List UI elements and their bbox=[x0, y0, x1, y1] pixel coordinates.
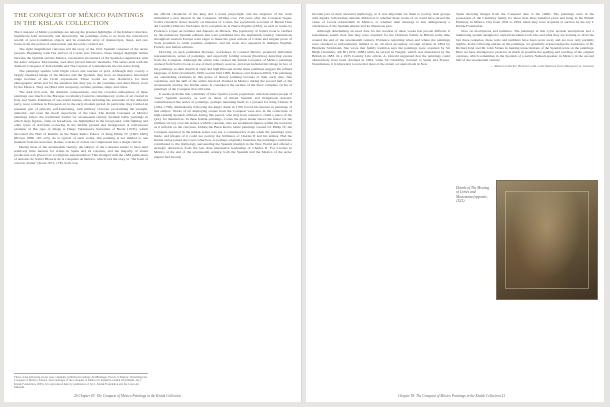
painting-frame bbox=[505, 191, 589, 289]
text-column-4 bbox=[456, 12, 594, 152]
paragraph: The eight magnificent canvases tell the story of the 1521 Spanish conquest of the Aztec peoples. Beginning with The Arrival of Cortés into Tabasco, these images highlight battles between the Spanish and the Mexica, ceremonial encounters of the Spanish conquistador with the Aztec emperor Moctezuma, and other pivotal historic moments. The series ends with the dramatic Conquest of Tenochtitlán and The Capture of Guatemotzin, the last Aztec King. bbox=[14, 47, 148, 68]
paragraph: The Conquest of México paintings are among the greatest highlights of the Kislak Collection. Significant both artistically and historically, the paintings come to us from the collection's wealth of post-Columbian objects and its extensive array of manuscripts, maps, and rare books from the period of exploration and the early colonial era. bbox=[14, 30, 148, 47]
attribution: — Rebecca Parker Brienen with contributions from Margaret A. Jackson bbox=[490, 64, 594, 69]
text-column-2 bbox=[154, 12, 292, 369]
running-footer: Chapter Ill: The Conquest of México Paintings in the Kislak Collection bbox=[78, 394, 182, 398]
text-column-1 bbox=[14, 30, 148, 369]
paragraph: Although determining an exact date for the creation of these works has proven difficult, it nonetheless seems clear that they were acquired for the Christian family in Britain some time around the end of the seventeenth century. Evidence regarding when and where the paintings were obtained is unfortunately limited to an oft-cited secondary account written in 1894 by Henrietta Strickland. She wrote that family tradition says the paintings were acquired by Sir Hugh Cholmley, 4th Bt (1632–1688) while he served in Tangier, which was abandoned by the British in 1683. In a 1935 Country Life article, A. Oswald suggested that the paintings could alternatively have been obtained in 1664, when Sir Cholmley traveled to Spain and France. Nonetheless, it is important to note that most of the extant accounts made in New bbox=[312, 29, 450, 67]
page-footer bbox=[74, 394, 181, 398]
right-page bbox=[306, 4, 604, 402]
running-footer: Chapter Ill: The Conquest of México Paintings in the Kislak Collection bbox=[398, 394, 501, 398]
page-number: 20 bbox=[74, 394, 78, 398]
paragraph: become part of their ancestral mythology, so it was important for them to portray both groups with dignity. Scholarship remains divided as to whether these works of art could have served the cause of Creole nationalism in México, or whether their message is less ambiguously a celebration of the Spanish empire and its illustrious past. bbox=[312, 12, 450, 29]
painting-detail-image bbox=[496, 180, 598, 300]
paragraph: The paintings sparkle with bright colors and touches of gold. Although they convey a largely idealized image of the Mexica and the Spanish, they have an impressive emotional range because of the facial expressions. These works are also distinctive for their ethnographic detail and for the attention that they pay to the costumes and other finery worn by the Mexica. They are filled with weaponry, textiles, plumes, ships, and cities. bbox=[14, 68, 148, 90]
page-footer bbox=[398, 394, 505, 398]
figure-caption: Details of The Meeting of Cortés and Moctezuma (opposite, 1521) bbox=[456, 186, 490, 203]
text-column-3 bbox=[312, 12, 450, 369]
left-page bbox=[4, 4, 302, 402]
paragraph: During most of the seventeenth century, the subject of the Conquest seems to have held relatively little interest for artists in Spain and its colonies, and the majority of visual production was given over to religious representation. This changed with the 1684 publication of Antonio de Solís's Historia de la conquista de México, which told the story as "the form of a heroic drama" (Kone 1971, 178). Solís was bbox=[14, 144, 148, 166]
paragraph: The dark rich reds, the dramatic compositions, and the crowded atmosphere of these paintings owe much to the Baroque vocabulary found in contemporary works of art created in Italy and Spain. Paintings of successful battles, often including the surrender of the defeated party, were common in European art in the early modern period. In particular, they formed an essential part of princely self-fashioning, with military victories proclaiming the strength, authority, and even the moral superiority of the ruler. The Kislak Conquest of México paintings follow the traditional format for seventeenth-century Spanish battle paintings in which large figures, often on horseback, are highlighted in the foreground, with fighting and other types of activities occurring in the middle ground and background. A well-known example of this type of image is Diego Velázquez's Surrender of Breda (1635), which decorated the Hall of Realms in the Buen Retiro Palace of King Philip IV (1605–1665) (Brown 1986, 107–123). As is typical of such works, this painting is not limited to one moment from the narrative. Rather, a series of events are compressed into a single canvas. bbox=[14, 89, 148, 144]
page-number: 21 bbox=[501, 394, 506, 398]
paragraph: the official chronicler of the king and a noted playwright, and the elegance of his work stimulated a new interest in the Conquest. Writing over 150 years after the Conquest began, Solís's chronicle draws heavily on histories of Cortés, the eyewitness accounts of Bernal Díaz del Castillo's Historia Verdadera de la conquista de la Nueva España (1632), as well as works by Francisco López de Gómara and Antonio de Herrera. The popularity of Solís's book is verified by the numerous Spanish editions that were published into the eighteenth century; translations throughout western Europe were eager to make the great actions of Cortés and elegant prose of Solís available to wider possible audience, and his work also appeared in multiple English, French, and Italian editions. bbox=[154, 12, 292, 50]
footnote: Three of the following essays were originally published in Aubrey and Bitzinger, Facets of Empire: Visualizing the Conquest of México: Essays, and Catalogue of the Conquest of México in Spanish Colonial Art (Miami: Jay I. Kislak Foundation, 2005). It is reproduced here by permission of Jay I. Kislak Foundation and the Lowe Art Museum. bbox=[14, 375, 147, 390]
paragraph: It seems probable that a member of New Spain's Creole population, which included people of "pure" Spanish ancestry as well as those of mixed Spanish and indigenous descent, commissioned this series of paintings, perhaps intending them as a present for King Charles II (1661–1700). Immediately following the king's death in 1700 record his interest in paintings of this subject. Works of art displaying scenes from the Conquest were also in the collections of high-ranking Spanish officials during this period, who may have wanted to claim a piece of the glory for themselves. In these Kislak paintings, Cortés the great leader shows the honor for the ultimate victory over the Aztecs with his captains, who are prominent figures within the narrative as it unfolds on the canvases. Unlike the Buen Retiro battle paintings created for Philip IV, the Conquest depicted in the Kislak series was not a contemporary event when the paintings were made, and images of it could not portray the brilliance of Charles II and his armies. Had the Kislak series joined the royal collection, as perhaps originally intended, the paintings could have contributed to the mythology surrounding the Spanish triumph in the New World and offered a strategic distraction from the less than impressive leadership of Charles II. For Creoles in México at the end of the seventeenth century, both the Spanish and the Mexica of the Aztec empire had already bbox=[154, 92, 292, 159]
chapter-heading: THE CONQUEST OF MÉXICO PAINTINGS IN THE KISLAK COLLECTION bbox=[14, 12, 144, 27]
paragraph: Spain showing images from the Conquest date to the 1690s. The paintings were in the possession of the Cholmley family for more than three hundred years and hung in the British Embassy in México City from 1934 to 1994, when they were acquired at auction by the Jay I. Kislak Foundation. bbox=[456, 12, 594, 29]
paragraph: Note on inscriptions and numbers. The paintings in this cycle include inscriptions and a numbering system designed to explain incidents both who and what they are looking at. Over the last three centuries, these texts and numbers have been worn away and are now only partially legible. In the following entries on the paintings, we gratefully acknowledge the assistance of Dr. Richard Kiel and Dr. John Straka in making transcriptions of the Spanish texts on the paintings. Here we have attempted to preserve as much as possible the spelling and wording of the original captions, which sometimes in the Spanish of a native Nahuatl-speaker in México in the second half of the seventeenth century. bbox=[456, 29, 594, 63]
paragraph: Drawing on such published histories, workshops in colonial Mexico produced individual representations, series of paintings, and especially folding screens (biombos) depicting events from the Conquest. Although the artists who created the Kislak Conquest of México paintings worked from Solís's book as one of their primary sources, and even included his image in two of the paintings, in their theatrical style and high Baroque drama these paintings suggest the refined language of Solís (Cuadriello 1999, García Sáiz 1999, Reinoso and Jackson 2003). The paintings are outstanding examples in this genre of history painting because of their early date, fine condition, and the skill of the artists involved. Painted in Mexico during the second half of the seventeenth century, the Kislak series is considered the earliest of the three complete cycles of paintings of the Conquest that still exist. bbox=[154, 50, 292, 92]
